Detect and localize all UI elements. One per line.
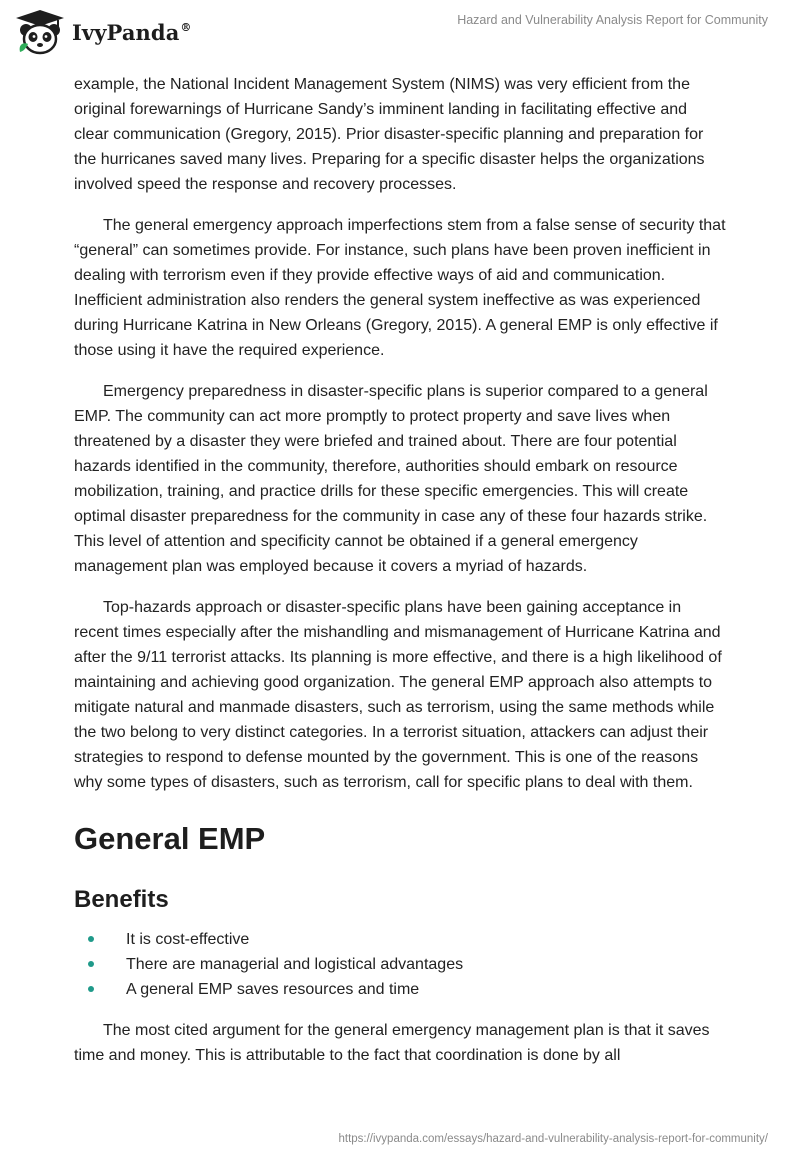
bullet-icon [88, 986, 94, 992]
source-url[interactable]: https://ivypanda.com/essays/hazard-and-vulnerability-analysis-report-for-community/ [338, 1133, 768, 1145]
essay-content [74, 72, 726, 1084]
paragraph-2: The general emergency approach imperfections stem from a false sense of security that “general” can sometimes provide. For instance, such plans have been proven inefficient in dealing with terrorism even if they provide effective ways of aid and communication. Inefficient administration also renders the general system ineffective as was experienced during Hurricane Katrina in New Orleans (Gregory, 2015). A general EMP is only effective if those using it have the required experience. [74, 217, 726, 359]
benefits-list [74, 927, 726, 1002]
list-item [74, 952, 726, 977]
section-heading: General EMP [74, 821, 266, 856]
paragraph-3: Emergency preparedness in disaster-specific plans is superior compared to a general EMP. The community can act more promptly to protect property and save lives when threatened by a disaster they were briefed and trained about. There are four potential hazards identified in the community, therefore, authorities should embark on resource mobilization, training, and practice drills for these specific emergencies. This will create optimal disaster preparedness for the community in case any of these four hazards strike. This level of attention and specificity cannot be obtained if a general emergency management plan was employed because it covers a myriad of hazards. [74, 383, 708, 575]
ivypanda-logo[interactable] [12, 8, 192, 56]
panda-logo-icon [12, 8, 68, 56]
list-item-text: It is cost-effective [126, 931, 250, 948]
page-header [0, 0, 800, 70]
bullet-icon [88, 936, 94, 942]
list-item-text: There are managerial and logistical advantages [126, 956, 464, 973]
list-item [74, 927, 726, 952]
brand-name: IvyPanda® [72, 19, 192, 45]
bullet-icon [88, 961, 94, 967]
paragraph-4: Top-hazards approach or disaster-specific plans have been gaining acceptance in recent times especially after the mishandling and mismanagement of Hurricane Katrina and after the 9/11 terrorist attacks. Its planning is more effective, and there is a high likelihood of maintaining and achieving good organization. The general EMP approach also attempts to mitigate natural and manmade disasters, such as terrorism, using the same methods while the two belong to very distinct categories. In a terrorist situation, attackers can adjust their strategies to respond to defense mounted by the government. This is one of the reasons why some types of disasters, such as terrorism, call for specific plans to deal with them. [74, 599, 722, 791]
subsection-heading: Benefits [74, 886, 169, 913]
document-title: Hazard and Vulnerability Analysis Report for Community [457, 13, 768, 27]
closing-paragraph: The most cited argument for the general emergency management plan is that it saves time and money. This is attributable to the fact that coordination is done by all [74, 1022, 710, 1064]
list-item-text: A general EMP saves resources and time [126, 981, 420, 998]
paragraph-1: example, the National Incident Management System (NIMS) was very efficient from the original forewarnings of Hurricane Sandy’s imminent landing in facilitating effective and clear communication (Gregory, 2015). Prior disaster-specific planning and preparation for the hurricanes saved many lives. Preparing for a specific disaster helps the organizations involved speed the response and recovery processes. [74, 76, 705, 193]
list-item [74, 977, 726, 1002]
